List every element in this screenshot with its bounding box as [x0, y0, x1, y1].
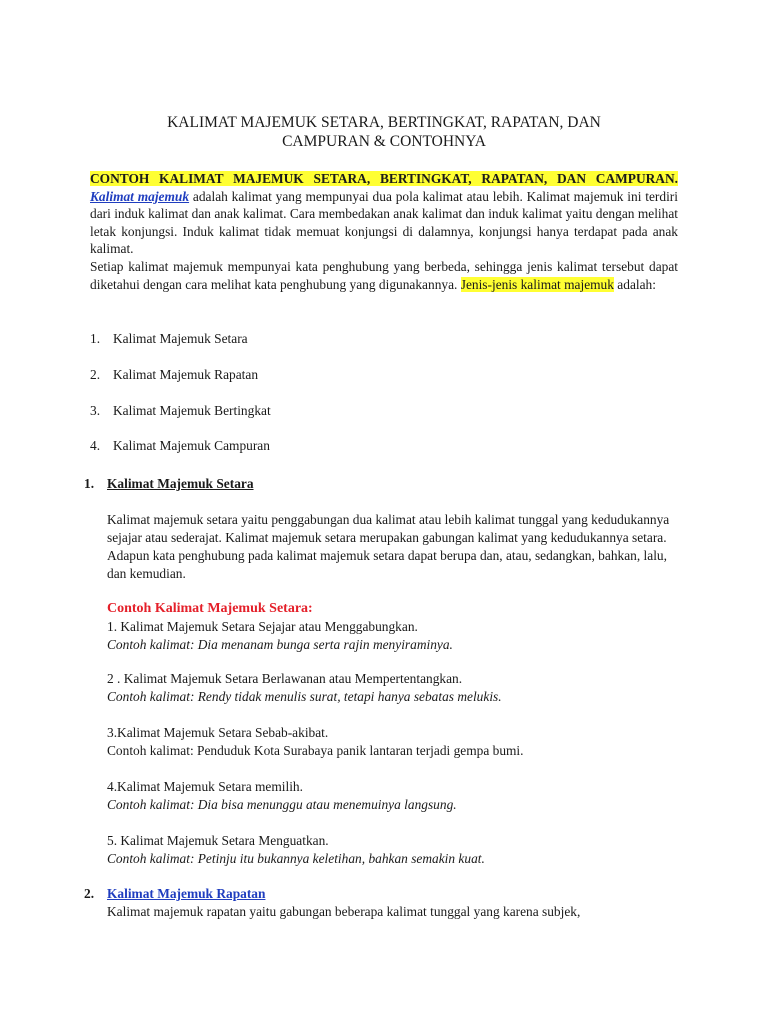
section-1-paragraph-block	[107, 511, 677, 583]
title-line-1: KALIMAT MAJEMUK SETARA, BERTINGKAT, RAPATAN, DAN	[167, 114, 601, 131]
intro-highlight-heading: CONTOH KALIMAT MAJEMUK SETARA, BERTINGKAT, RAPATAN, DAN CAMPURAN.	[90, 171, 678, 186]
example-type: 1. Kalimat Majemuk Setara Sejajar atau Menggabungkan.	[107, 619, 418, 634]
example-sentence: Contoh kalimat: Dia bisa menunggu atau menemuinya langsung.	[107, 797, 457, 812]
example-block-2	[107, 670, 677, 706]
list-item-label: Kalimat Majemuk Bertingkat	[113, 402, 271, 418]
section-1-heading	[84, 475, 254, 493]
section-2-paragraph-block	[107, 903, 677, 921]
section-2-title-link[interactable]: Kalimat Majemuk Rapatan	[107, 886, 266, 901]
intro-text-1: adalah kalimat yang mempunyai dua pola kalimat atau lebih. Kalimat majemuk ini terdiri dari induk kalimat dan anak kalimat. Cara membedakan anak kalimat dan induk kalimat yaitu dengan melihat letak konjungsi. Induk kalimat tidak memuat konjungsi di dalamnya, konjungsi hanya terdapat pada anak kalimat.	[90, 188, 678, 257]
list-item-label: Kalimat Majemuk Rapatan	[113, 366, 259, 382]
example-block-3	[107, 724, 677, 760]
example-type: 3.Kalimat Majemuk Setara Sebab-akibat.	[107, 725, 329, 740]
list-item-number: 1.	[90, 331, 101, 346]
examples-title: Contoh Kalimat Majemuk Setara:	[107, 601, 313, 616]
list-item	[90, 437, 271, 473]
list-item-number: 3.	[90, 402, 101, 418]
intro-section	[90, 170, 678, 293]
list-item-number: 2.	[90, 366, 101, 382]
example-sentence: Contoh kalimat: Dia menanam bunga serta rajin menyiraminya.	[107, 637, 453, 652]
example-sentence: Contoh kalimat: Petinju itu bukannya keletihan, bahkan semakin kuat.	[107, 851, 485, 866]
intro-text-2: Setiap kalimat majemuk mempunyai kata penghubung yang berbeda, sehingga jenis kalimat tersebut dapat diketahui dengan cara melihat kata penghubung yang digunakannya.	[90, 258, 678, 292]
example-sentence: Contoh kalimat: Penduduk Kota Surabaya panik lantaran terjadi gempa bumi.	[107, 743, 524, 758]
example-sentence: Contoh kalimat: Rendy tidak menulis surat, tetapi hanya sebatas melukis.	[107, 689, 502, 704]
intro-text-2-end: adalah:	[613, 276, 656, 292]
example-type: 2 . Kalimat Majemuk Setara Berlawanan atau Mempertentangkan.	[107, 671, 463, 686]
section-1-title: Kalimat Majemuk Setara	[107, 476, 254, 491]
types-list	[90, 330, 271, 473]
kalimat-majemuk-link[interactable]: Kalimat majemuk	[90, 188, 190, 204]
section-2-number: 2.	[84, 886, 95, 901]
example-block-5	[107, 832, 677, 868]
section-1-paragraph: Kalimat majemuk setara yaitu penggabungan dua kalimat atau lebih kalimat tunggal yang kedudukannya sejajar atau sederajat. Kalimat majemuk setara merupakan gabungan kalimat yang kedudukannya setara. Adapun kata penghubung pada kalimat majemuk setara dapat berupa dan, atau, sedangkan, bahkan, lalu, dan kemudian.	[107, 512, 670, 581]
intro-paragraph-2	[90, 258, 678, 293]
document-title	[0, 113, 768, 151]
section-2-paragraph: Kalimat majemuk rapatan yaitu gabungan beberapa kalimat tunggal yang karena subjek,	[107, 904, 581, 919]
jenis-jenis-highlight: Jenis-jenis kalimat majemuk	[460, 276, 614, 292]
section-2-heading	[84, 885, 265, 903]
intro-paragraph-1	[90, 170, 678, 258]
list-item-label: Kalimat Majemuk Setara	[113, 331, 248, 346]
list-item	[90, 330, 271, 366]
list-item	[90, 402, 271, 438]
list-item-number: 4.	[90, 438, 101, 454]
example-type: 5. Kalimat Majemuk Setara Menguatkan.	[107, 833, 329, 848]
list-item-label: Kalimat Majemuk Campuran	[113, 438, 270, 454]
section-1-examples	[107, 600, 677, 654]
example-type: 4.Kalimat Majemuk Setara memilih.	[107, 779, 303, 794]
example-block-4	[107, 778, 677, 814]
title-line-2: CAMPURAN & CONTOHNYA	[282, 133, 486, 150]
list-item	[90, 366, 271, 402]
section-1-number: 1.	[84, 476, 95, 491]
